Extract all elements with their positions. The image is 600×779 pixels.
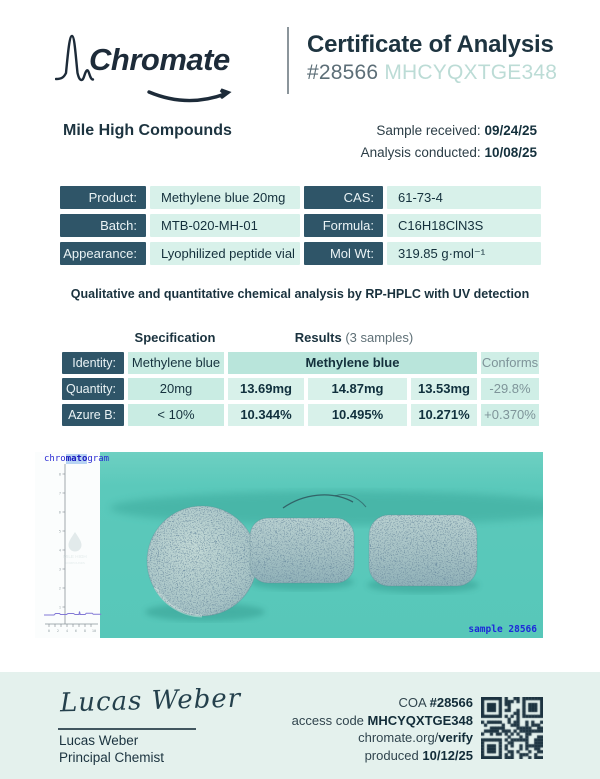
svg-text:1: 1 — [58, 605, 61, 610]
svg-text:6: 6 — [74, 629, 78, 633]
formula-label: Formula: — [304, 214, 383, 237]
produced-line — [292, 747, 473, 765]
sample-received-date: 09/24/25 — [484, 123, 537, 138]
sample-received-label: Sample received: — [376, 123, 485, 138]
svg-text:2: 2 — [58, 586, 61, 591]
molwt-label: Mol Wt: — [304, 242, 383, 265]
specification-header: Specification — [134, 330, 216, 345]
overlay-part-b: mato — [65, 454, 88, 464]
photo-overlay-chromatogram-label — [44, 454, 109, 464]
results-note: (3 samples) — [341, 330, 414, 345]
svg-text:7: 7 — [58, 491, 61, 496]
brand-logo — [55, 30, 255, 100]
azure-delta: +0.370% — [481, 404, 539, 426]
sample-photo — [35, 452, 543, 638]
analysis-conducted-line — [361, 142, 537, 164]
coa-line — [292, 694, 473, 712]
identity-delta: Conforms — [481, 352, 539, 374]
dates-block — [361, 120, 537, 164]
produced-date: 10/12/25 — [422, 747, 473, 763]
azure-spec: < 10% — [128, 404, 224, 426]
batch-label: Batch: — [60, 214, 146, 237]
analysis-conducted-label: Analysis conducted: — [360, 145, 485, 160]
quantity-sample-1: 13.69mg — [228, 378, 304, 400]
svg-text:4: 4 — [65, 629, 69, 633]
verify-block — [292, 694, 473, 764]
coa-number-value: #28566 — [429, 695, 473, 710]
signature: Lucas Weber — [59, 683, 242, 719]
analysis-conducted-date: 10/08/25 — [484, 145, 537, 160]
access-code: MHCYQXTGE348 — [384, 61, 558, 84]
formula-value: C16H18ClN3S — [387, 214, 541, 237]
produced-label: produced — [364, 747, 423, 763]
product-label: Product: — [60, 186, 146, 209]
sample-received-line — [361, 120, 537, 142]
access-line — [292, 712, 473, 730]
overlay-part-a: chro — [44, 454, 66, 464]
appearance-label: Appearance: — [60, 242, 146, 265]
identity-result: Methylene blue — [228, 352, 477, 374]
results-table — [62, 352, 537, 426]
identity-label: Identity: — [62, 352, 124, 374]
appearance-value: Lyophilized peptide vial — [150, 242, 300, 265]
results-header — [244, 330, 464, 345]
brand-name: Chromate — [89, 42, 230, 77]
cas-value: 61-73-4 — [387, 186, 541, 209]
method-description: Qualitative and quantitative chemical analysis by RP-HPLC with UV detection — [70, 287, 530, 301]
page-title: Certificate of Analysis — [307, 31, 554, 58]
client-name: Mile High Compounds — [63, 122, 232, 139]
qr-code — [481, 697, 543, 759]
signer-title: Principal Chemist — [59, 750, 165, 765]
header — [0, 0, 600, 110]
product-value: Methylene blue 20mg — [150, 186, 300, 209]
identity-spec: Methylene blue — [128, 352, 224, 374]
overlay-part-c: gram — [87, 454, 110, 464]
azure-sample-1: 10.344% — [228, 404, 304, 426]
footer — [0, 672, 600, 779]
quantity-spec: 20mg — [128, 378, 224, 400]
azure-sample-3: 10.271% — [411, 404, 477, 426]
sample-photo-image — [35, 452, 543, 638]
coa-label: COA — [398, 695, 430, 710]
batch-value: MTB-020-MH-01 — [150, 214, 300, 237]
svg-text:8: 8 — [83, 629, 87, 633]
cas-label: CAS: — [304, 186, 383, 209]
svg-text:MILE HIGH: MILE HIGH — [63, 554, 87, 559]
quantity-label: Quantity: — [62, 378, 124, 400]
verify-url-bold: verify — [438, 730, 473, 745]
results-header-bold: Results — [294, 330, 342, 345]
azure-label: Azure B: — [62, 404, 124, 426]
svg-text:5: 5 — [58, 529, 61, 534]
coa-subtitle — [307, 61, 557, 85]
header-divider — [287, 27, 289, 94]
coa-number: #28566 — [307, 61, 379, 84]
access-label: access code — [291, 712, 368, 728]
photo-overlay-sample-label: sample 28566 — [468, 624, 537, 635]
svg-text:4: 4 — [58, 548, 61, 553]
svg-text:0: 0 — [47, 629, 51, 633]
verify-line — [292, 729, 473, 747]
quantity-sample-2: 14.87mg — [308, 378, 407, 400]
quantity-sample-3: 13.53mg — [411, 378, 477, 400]
signer-name: Lucas Weber — [59, 733, 139, 748]
svg-text:10: 10 — [91, 629, 97, 633]
product-info-table — [60, 186, 537, 265]
access-code-value: MHCYQXTGE348 — [367, 712, 473, 728]
svg-text:COMPOUNDS: COMPOUNDS — [65, 561, 85, 565]
verify-url-prefix: chromate.org/ — [358, 730, 439, 745]
molwt-value: 319.85 g·mol⁻¹ — [387, 242, 541, 265]
svg-text:6: 6 — [58, 510, 61, 515]
smile-swoosh-icon — [147, 88, 233, 108]
svg-text:8: 8 — [58, 472, 61, 477]
signature-line — [58, 728, 196, 730]
svg-text:3: 3 — [58, 567, 61, 572]
svg-text:2: 2 — [56, 629, 60, 633]
azure-sample-2: 10.495% — [308, 404, 407, 426]
quantity-delta: -29.8% — [481, 378, 539, 400]
